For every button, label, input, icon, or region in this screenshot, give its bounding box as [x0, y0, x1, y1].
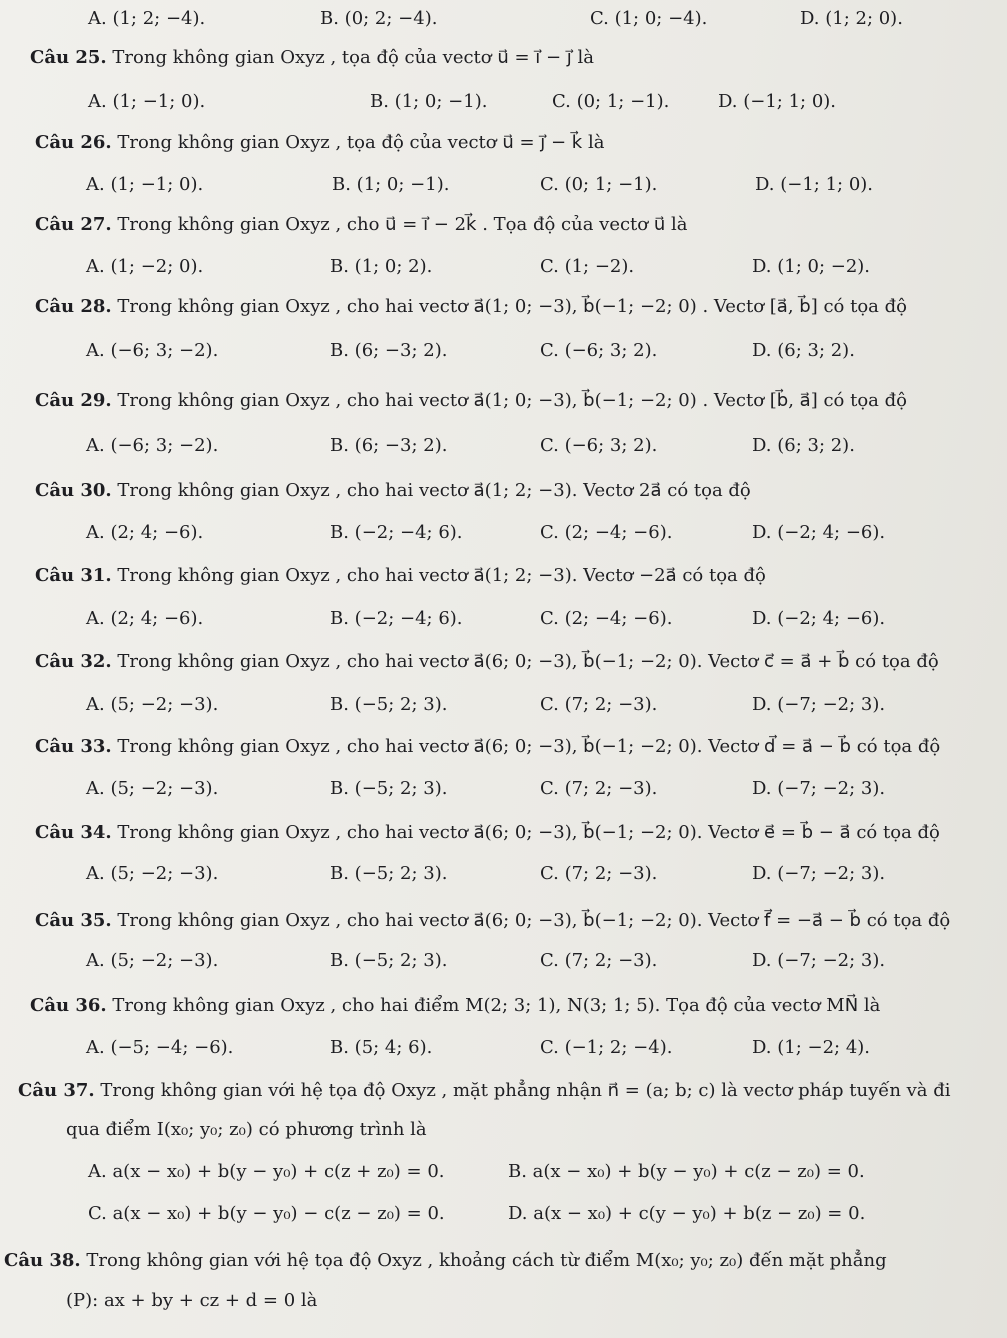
- q28-option-d: D. (6; 3; 2).: [752, 340, 855, 361]
- q36-option-d: D. (1; −2; 4).: [752, 1037, 871, 1058]
- q38-text: Trong không gian với hệ tọa độ Oxyz , khoảng cách từ điểm M(x₀; y₀; z₀) đến mặt phẳng: [86, 1250, 887, 1271]
- q24-option-a: A. (1; 2; −4).: [88, 8, 206, 29]
- q27-options: [0, 256, 1007, 286]
- q35-option-a: A. (5; −2; −3).: [86, 950, 219, 971]
- q36-option-b: B. (5; 4; 6).: [330, 1037, 433, 1058]
- q26-label: Câu 26.: [35, 132, 112, 153]
- q34-text: Trong không gian Oxyz , cho hai vectơ a⃗(6; 0; −3), b⃗(−1; −2; 0). Vectơ e⃗ = b⃗ − a⃗ có tọa độ: [117, 822, 940, 843]
- q32-option-b: B. (−5; 2; 3).: [330, 694, 448, 715]
- q25-option-a: A. (1; −1; 0).: [88, 91, 206, 112]
- q32-options: [0, 694, 1007, 724]
- q37-option-d: D. a(x − x₀) + c(y − y₀) + b(z − z₀) = 0.: [508, 1203, 866, 1224]
- q32-option-a: A. (5; −2; −3).: [86, 694, 219, 715]
- q27-label: Câu 27.: [35, 214, 112, 235]
- q25-text: Trong không gian Oxyz , tọa độ của vectơ u⃗ = i⃗ − j⃗ là: [112, 47, 595, 68]
- q26-option-d: D. (−1; 1; 0).: [755, 174, 874, 195]
- q37-stem-line2: qua điểm I(x₀; y₀; z₀) có phương trình là: [66, 1119, 427, 1140]
- q30-label: Câu 30.: [35, 480, 112, 501]
- q37-text: Trong không gian với hệ tọa độ Oxyz , mặt phẳng nhận n⃗ = (a; b; c) là vectơ pháp tuyến và đi: [100, 1080, 951, 1101]
- q30-option-a: A. (2; 4; −6).: [86, 522, 204, 543]
- q35-label: Câu 35.: [35, 910, 112, 931]
- q34-option-c: C. (7; 2; −3).: [540, 863, 658, 884]
- q26-options: [0, 174, 1007, 204]
- q37-options-row1: [0, 1161, 1007, 1191]
- q25-option-b: B. (1; 0; −1).: [370, 91, 488, 112]
- q37-option-b: B. a(x − x₀) + b(y − y₀) + c(z − z₀) = 0.: [508, 1161, 865, 1182]
- q35-text: Trong không gian Oxyz , cho hai vectơ a⃗(6; 0; −3), b⃗(−1; −2; 0). Vectơ f⃗ = −a⃗ − b⃗ có tọa độ: [117, 910, 951, 931]
- q36-options: [0, 1037, 1007, 1067]
- q24-option-b: B. (0; 2; −4).: [320, 8, 438, 29]
- q32-label: Câu 32.: [35, 651, 112, 672]
- q26-option-a: A. (1; −1; 0).: [86, 174, 204, 195]
- q33-text: Trong không gian Oxyz , cho hai vectơ a⃗(6; 0; −3), b⃗(−1; −2; 0). Vectơ d⃗ = a⃗ − b⃗ có tọa độ: [117, 736, 941, 757]
- q36-label: Câu 36.: [30, 995, 107, 1016]
- q38-stem-line2: (P): ax + by + cz + d = 0 là: [66, 1290, 318, 1311]
- q24-option-c: C. (1; 0; −4).: [590, 8, 708, 29]
- q36-stem: [30, 995, 997, 1016]
- q25-option-d: D. (−1; 1; 0).: [718, 91, 837, 112]
- q34-options: [0, 863, 1007, 893]
- q37-options-row2: [0, 1203, 1007, 1233]
- q35-stem: [35, 910, 997, 931]
- q36-option-a: A. (−5; −4; −6).: [86, 1037, 234, 1058]
- q33-option-a: A. (5; −2; −3).: [86, 778, 219, 799]
- q35-option-d: D. (−7; −2; 3).: [752, 950, 886, 971]
- q31-text: Trong không gian Oxyz , cho hai vectơ a⃗(1; 2; −3). Vectơ −2a⃗ có tọa độ: [117, 565, 766, 586]
- q31-option-b: B. (−2; −4; 6).: [330, 608, 463, 629]
- q28-option-c: C. (−6; 3; 2).: [540, 340, 658, 361]
- q27-option-c: C. (1; −2).: [540, 256, 635, 277]
- q27-stem: [35, 214, 997, 235]
- q24-options: [0, 8, 1007, 38]
- q34-label: Câu 34.: [35, 822, 112, 843]
- q28-options: [0, 340, 1007, 370]
- q32-option-d: D. (−7; −2; 3).: [752, 694, 886, 715]
- q33-option-d: D. (−7; −2; 3).: [752, 778, 886, 799]
- q28-label: Câu 28.: [35, 296, 112, 317]
- q27-option-a: A. (1; −2; 0).: [86, 256, 204, 277]
- q32-text: Trong không gian Oxyz , cho hai vectơ a⃗(6; 0; −3), b⃗(−1; −2; 0). Vectơ c⃗ = a⃗ + b⃗ có tọa độ: [117, 651, 939, 672]
- q28-text: Trong không gian Oxyz , cho hai vectơ a⃗(1; 0; −3), b⃗(−1; −2; 0) . Vectơ [a⃗, b⃗] có tọa độ: [117, 296, 907, 317]
- q32-option-c: C. (7; 2; −3).: [540, 694, 658, 715]
- q29-option-a: A. (−6; 3; −2).: [86, 435, 219, 456]
- q29-options: [0, 435, 1007, 465]
- q30-options: [0, 522, 1007, 552]
- q36-option-c: C. (−1; 2; −4).: [540, 1037, 673, 1058]
- q26-stem: [35, 132, 997, 153]
- q35-option-c: C. (7; 2; −3).: [540, 950, 658, 971]
- q29-stem: [35, 390, 997, 411]
- q25-label: Câu 25.: [30, 47, 107, 68]
- q29-text: Trong không gian Oxyz , cho hai vectơ a⃗(1; 0; −3), b⃗(−1; −2; 0) . Vectơ [b⃗, a⃗] có tọa độ: [117, 390, 907, 411]
- q29-option-c: C. (−6; 3; 2).: [540, 435, 658, 456]
- q25-option-c: C. (0; 1; −1).: [552, 91, 670, 112]
- q35-option-b: B. (−5; 2; 3).: [330, 950, 448, 971]
- q29-option-d: D. (6; 3; 2).: [752, 435, 855, 456]
- q30-text: Trong không gian Oxyz , cho hai vectơ a⃗(1; 2; −3). Vectơ 2a⃗ có tọa độ: [117, 480, 751, 501]
- q26-text: Trong không gian Oxyz , tọa độ của vectơ u⃗ = j⃗ − k⃗ là: [117, 132, 605, 153]
- q31-label: Câu 31.: [35, 565, 112, 586]
- q31-options: [0, 608, 1007, 638]
- q31-option-a: A. (2; 4; −6).: [86, 608, 204, 629]
- q38-stem: [4, 1250, 997, 1271]
- q27-option-d: D. (1; 0; −2).: [752, 256, 871, 277]
- q33-stem: [35, 736, 997, 757]
- q25-options: [0, 91, 1007, 121]
- q34-stem: [35, 822, 997, 843]
- q32-stem: [35, 651, 997, 672]
- q28-option-a: A. (−6; 3; −2).: [86, 340, 219, 361]
- q33-option-c: C. (7; 2; −3).: [540, 778, 658, 799]
- q30-option-b: B. (−2; −4; 6).: [330, 522, 463, 543]
- q37-stem: [18, 1080, 997, 1101]
- q28-option-b: B. (6; −3; 2).: [330, 340, 448, 361]
- q37-option-c: C. a(x − x₀) + b(y − y₀) − c(z − z₀) = 0.: [88, 1203, 445, 1224]
- q38-label: Câu 38.: [4, 1250, 81, 1271]
- q29-option-b: B. (6; −3; 2).: [330, 435, 448, 456]
- q36-text: Trong không gian Oxyz , cho hai điểm M(2; 3; 1), N(3; 1; 5). Tọa độ của vectơ MN⃗ là: [112, 995, 881, 1016]
- q34-option-d: D. (−7; −2; 3).: [752, 863, 886, 884]
- q34-option-a: A. (5; −2; −3).: [86, 863, 219, 884]
- q34-option-b: B. (−5; 2; 3).: [330, 863, 448, 884]
- q31-stem: [35, 565, 997, 586]
- q31-option-d: D. (−2; 4; −6).: [752, 608, 886, 629]
- q26-option-b: B. (1; 0; −1).: [332, 174, 450, 195]
- q27-option-b: B. (1; 0; 2).: [330, 256, 433, 277]
- q29-label: Câu 29.: [35, 390, 112, 411]
- q24-option-d: D. (1; 2; 0).: [800, 8, 903, 29]
- q31-option-c: C. (2; −4; −6).: [540, 608, 673, 629]
- q30-stem: [35, 480, 997, 501]
- q28-stem: [35, 296, 997, 317]
- q33-option-b: B. (−5; 2; 3).: [330, 778, 448, 799]
- q25-stem: [30, 47, 997, 68]
- q30-option-d: D. (−2; 4; −6).: [752, 522, 886, 543]
- q37-label: Câu 37.: [18, 1080, 95, 1101]
- q27-text: Trong không gian Oxyz , cho u⃗ = i⃗ − 2k⃗ . Tọa độ của vectơ u⃗ là: [117, 214, 688, 235]
- q37-option-a: A. a(x − x₀) + b(y − y₀) + c(z + z₀) = 0.: [88, 1161, 445, 1182]
- q30-option-c: C. (2; −4; −6).: [540, 522, 673, 543]
- q35-options: [0, 950, 1007, 980]
- q26-option-c: C. (0; 1; −1).: [540, 174, 658, 195]
- q33-options: [0, 778, 1007, 808]
- q33-label: Câu 33.: [35, 736, 112, 757]
